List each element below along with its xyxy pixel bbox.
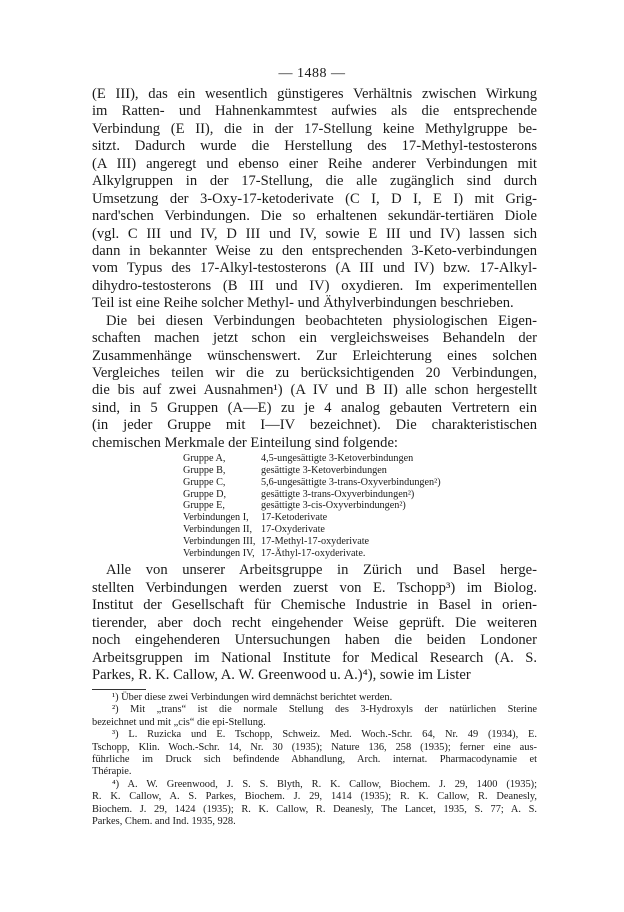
footnote-line: ³) L. Ruzicka und E. Tschopp, Schweiz. Med. Woch.-Schr. 64, Nr. 49 (1934), E.	[112, 729, 537, 741]
classification-key: Gruppe A,	[183, 453, 226, 465]
text-line: dann in bekannter Weise zu den entsprechenden 3-Keto-verbindungen	[92, 242, 537, 259]
classification-key: Gruppe E,	[183, 500, 225, 512]
footnote-line: Biochem. J. 29, 1424 (1935); R. K. Callow, R. Deanesly, The Lancet, 1935, S. 77; A. S.	[92, 803, 537, 815]
classification-row	[183, 477, 537, 489]
footnote-line: ¹) Über diese zwei Verbindungen wird demnächst berichtet werden.	[112, 692, 393, 703]
classification-value: 4,5-ungesättigte 3-Ketoverbindungen	[261, 453, 414, 465]
classification-key: Verbindungen II,	[183, 523, 253, 535]
text-line: Umsetzung der 3-Oxy-17-ketoderivate (C I, D I, E I) mit Grig-	[92, 190, 537, 207]
text-line: Verbindung (E II), die in der 17-Stellung keine Methylgruppe be-	[92, 120, 537, 137]
footnote-line: bezeichnet und mit „cis“ die epi-Stellung.	[92, 716, 266, 728]
classification-value: 5,6-ungesättigte 3-trans-Oxyverbindungen²)	[261, 476, 441, 488]
classification-value: gesättigte 3-cis-Oxyverbindungen²)	[261, 500, 406, 512]
classification-row	[183, 489, 537, 501]
classification-value: 17-Äthyl-17-oxyderivate.	[261, 547, 366, 559]
footnotes	[92, 692, 537, 828]
footnote-line: Thérapie.	[92, 766, 132, 778]
text-line: sitzt. Dadurch wurde die Herstellung des 17-Methyl-testosterons	[92, 138, 537, 155]
classification-key: Gruppe D,	[183, 488, 227, 500]
classification-list	[183, 453, 537, 559]
footnote-line: ²) Mit „trans“ ist die normale Stellung des 3-Hydroxyls der natürlichen Sterine	[112, 704, 537, 716]
text-line: (E III), das ein wesentlich günstigeres Verhältnis zwischen Wirkung	[92, 86, 537, 102]
text-line: Teil ist eine Reihe solcher Methyl- und Äthylverbindungen beschrieben.	[92, 295, 514, 312]
main-text	[92, 86, 537, 684]
text-line: Vergleiches teilen wir die zu berücksichtigenden 20 Verbindungen,	[92, 365, 537, 381]
footnote-line: führliche im Druck sich befindende Abhandlung, Arch. internat. Pharmacodynamie et	[92, 753, 537, 765]
classification-key: Verbindungen I,	[183, 512, 249, 524]
classification-row	[183, 512, 537, 524]
footnote-line: ⁴) A. W. Greenwood, J. S. S. Blyth, R. K. Callow, Biochem. J. 29, 1400 (1935);	[112, 778, 537, 790]
paragraph-1	[92, 86, 537, 313]
text-line: sind, in 5 Gruppen (A—E) zu je 4 analog gebauten Vertretern ein	[92, 399, 537, 416]
classification-row	[183, 453, 537, 465]
classification-row	[183, 524, 537, 536]
paragraph-2	[92, 313, 537, 453]
classification-row	[183, 500, 537, 512]
text-line: Institut der Gesellschaft für Chemische Industrie in Basel in orien-	[92, 597, 537, 614]
text-line: im Ratten- und Hahnenkammtest aufwies als die entsprechende	[92, 103, 537, 120]
classification-key: Gruppe B,	[183, 464, 226, 476]
classification-key: Verbindungen IV,	[183, 547, 255, 559]
text-line: (vgl. C III und IV, D III und IV, sowie E III und IV) lassen sich	[92, 225, 537, 242]
footnote-line: Parkes, Chem. and Ind. 1935, 928.	[92, 815, 236, 827]
classification-value: gesättigte 3-Ketoverbindungen	[261, 464, 387, 476]
text-line: die bis auf zwei Ausnahmen¹) (A IV und B II) alle schon hergestellt	[92, 382, 537, 399]
paragraph-3	[92, 562, 537, 684]
classification-key: Gruppe C,	[183, 476, 226, 488]
text-line: Zusammenhänge wünschenswert. Zur Erleichterung eines solchen	[92, 347, 537, 364]
text-line: Alle von unserer Arbeitsgruppe in Zürich und Basel herge-	[106, 562, 537, 579]
footnote-separator	[92, 689, 146, 690]
text-line: nard'schen Verbindungen. Die so erhaltenen sekundär-tertiären Diole	[92, 208, 537, 225]
text-line: Die bei diesen Verbindungen beobachteten physiologischen Eigen-	[106, 312, 537, 329]
text-line: (in jeder Gruppe mit I—IV bezeichnet). Die charakteristischen	[92, 417, 537, 434]
text-line: (A III) angeregt und ebenso einer Reihe anderer Verbindungen mit	[92, 155, 537, 172]
text-line: Parkes, R. K. Callow, A. W. Greenwood u. A.)⁴), sowie im Lister	[92, 666, 471, 683]
text-line: schaften machen jetzt schon ein vergleichsweises Behandeln der	[92, 330, 537, 347]
classification-value: 17-Ketoderivate	[261, 512, 328, 524]
text-line: vom Typus des 17-Alkyl-testosterons (A III und IV) bzw. 17-Alkyl-	[92, 260, 537, 277]
footnote-line: R. K. Callow, A. S. Parkes, Biochem. J. 29, 1414 (1935); R. K. Callow, R. Deanesly,	[92, 791, 537, 803]
classification-row	[183, 536, 537, 548]
text-line: dihydro-testosterons (B III und IV) oxydieren. Im experimentellen	[92, 277, 537, 294]
text-line: chemischen Merkmale der Einteilung sind folgende:	[92, 434, 398, 451]
classification-key: Verbindungen III,	[183, 535, 256, 547]
text-line: Arbeitsgruppen im National Institute for Medical Research (A. S.	[92, 649, 537, 666]
footnote-line: Tschopp, Klin. Woch.-Schr. 14, Nr. 30 (1935); Nature 136, 258 (1935); ferner eine aus-	[92, 741, 537, 753]
page-number: — 1488 —	[278, 66, 346, 81]
classification-row	[183, 548, 537, 560]
classification-value: 17-Oxyderivate	[261, 523, 325, 535]
classification-value: 17-Methyl-17-oxyderivate	[261, 535, 370, 547]
text-line: stellten Verbindungen werden zuerst von E. Tschopp³) im Biolog.	[92, 579, 537, 596]
text-line: tierender, aber doch recht eingehender Weise geprüft. Die weiteren	[92, 614, 537, 631]
text-line: noch eingehenderen Untersuchungen haben die beiden Londoner	[92, 632, 537, 649]
classification-row	[183, 465, 537, 477]
classification-value: gesättigte 3-trans-Oxyverbindungen²)	[261, 488, 415, 500]
text-line: Alkylgruppen in der 17-Stellung, die alle zugänglich sind durch	[92, 173, 537, 190]
